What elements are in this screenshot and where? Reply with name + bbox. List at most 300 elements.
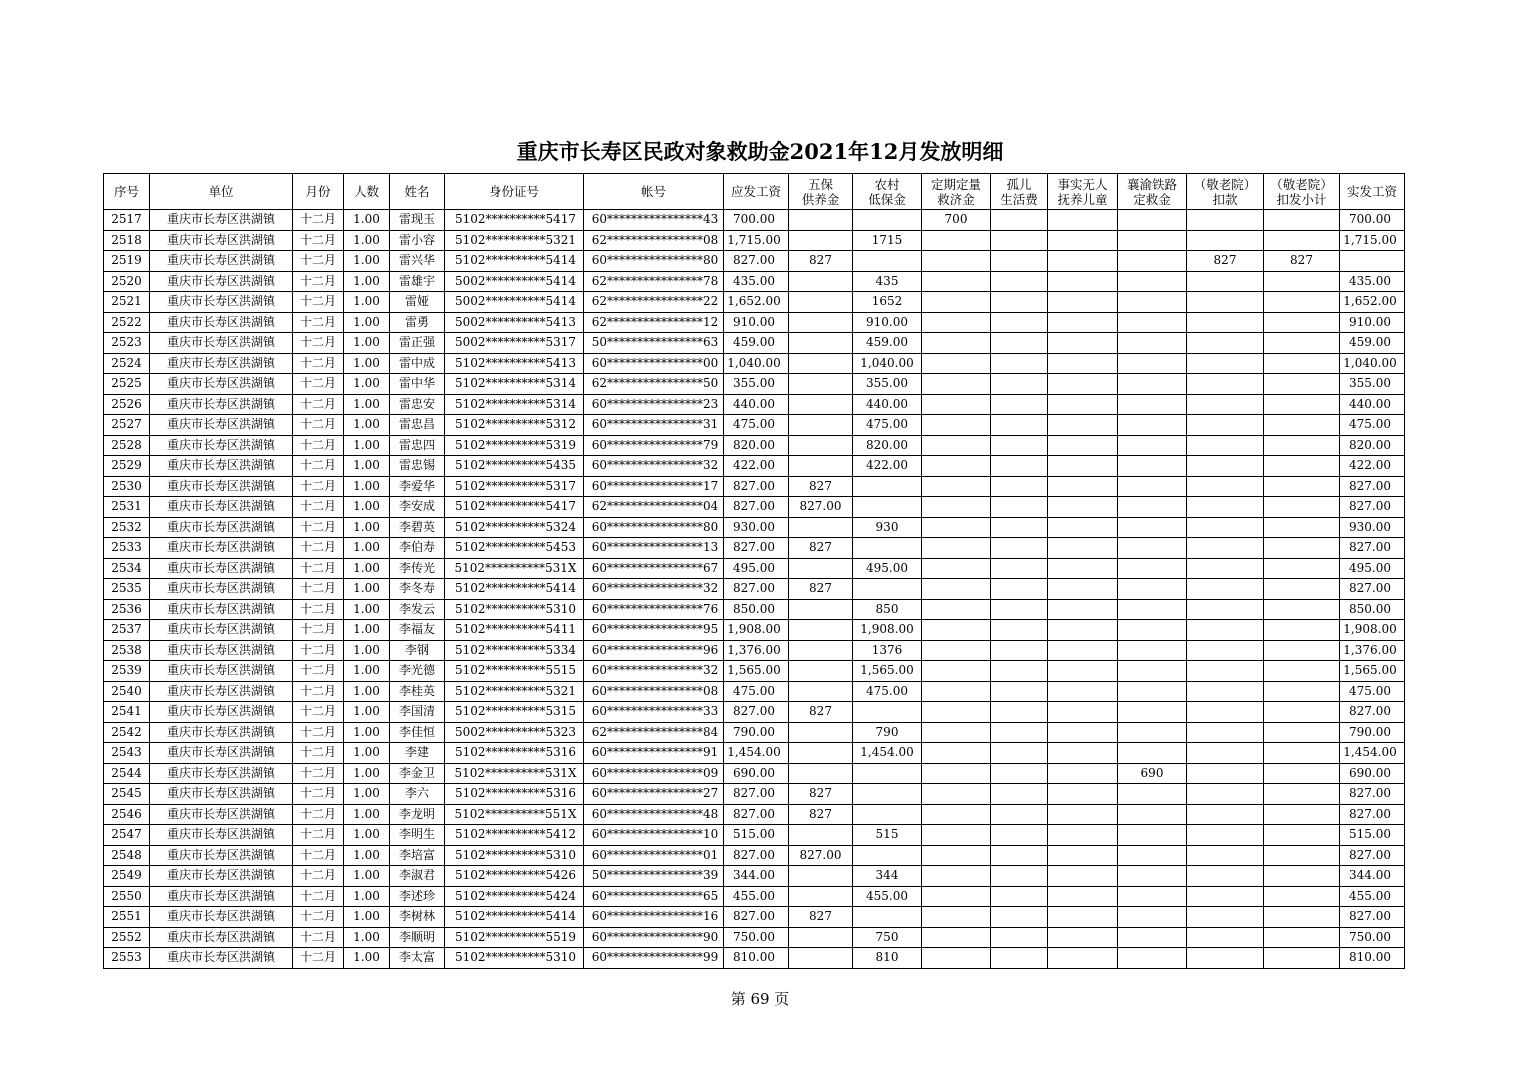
cell-month: 十二月 xyxy=(293,230,344,251)
cell-child-care xyxy=(1048,681,1118,702)
cell-account: 60****************08 xyxy=(584,681,724,702)
cell-wubao xyxy=(789,230,853,251)
cell-name: 李龙明 xyxy=(390,804,445,825)
cell-net-pay: 827.00 xyxy=(1340,702,1405,723)
cell-id-number: 5102**********5316 xyxy=(445,743,584,764)
cell-payable: 827.00 xyxy=(724,476,789,497)
cell-account: 60****************23 xyxy=(584,394,724,415)
cell-child-care xyxy=(1048,845,1118,866)
cell-id-number: 5102**********5453 xyxy=(445,538,584,559)
cell-wubao: 827 xyxy=(789,579,853,600)
cell-count: 1.00 xyxy=(344,374,390,395)
cell-deduction xyxy=(1187,558,1264,579)
cell-child-care xyxy=(1048,948,1118,969)
cell-deduction-subtotal xyxy=(1264,702,1340,723)
cell-unit: 重庆市长寿区洪湖镇 xyxy=(150,394,293,415)
cell-child-care xyxy=(1048,763,1118,784)
cell-id-number: 5102**********5414 xyxy=(445,251,584,272)
cell-count: 1.00 xyxy=(344,825,390,846)
cell-count: 1.00 xyxy=(344,456,390,477)
cell-id-number: 5102**********5417 xyxy=(445,497,584,518)
cell-name: 雷现玉 xyxy=(390,210,445,231)
cell-deduction xyxy=(1187,271,1264,292)
cell-serial: 2544 xyxy=(104,763,150,784)
cell-child-care xyxy=(1048,886,1118,907)
table-row xyxy=(104,210,1405,231)
cell-railway xyxy=(1118,374,1187,395)
cell-account: 62****************84 xyxy=(584,722,724,743)
cell-deduction-subtotal xyxy=(1264,497,1340,518)
cell-serial: 2549 xyxy=(104,866,150,887)
cell-unit: 重庆市长寿区洪湖镇 xyxy=(150,538,293,559)
cell-id-number: 5102**********5417 xyxy=(445,210,584,231)
cell-deduction xyxy=(1187,907,1264,928)
table-row xyxy=(104,374,1405,395)
cell-orphan xyxy=(991,517,1048,538)
cell-account: 60****************67 xyxy=(584,558,724,579)
cell-wubao: 827 xyxy=(789,476,853,497)
cell-id-number: 5102**********5324 xyxy=(445,517,584,538)
cell-child-care xyxy=(1048,927,1118,948)
cell-name: 李福友 xyxy=(390,620,445,641)
cell-fixed-relief xyxy=(922,743,991,764)
relief-payment-table xyxy=(103,173,1405,969)
cell-count: 1.00 xyxy=(344,210,390,231)
cell-dibao xyxy=(853,476,922,497)
cell-payable: 827.00 xyxy=(724,784,789,805)
cell-wubao xyxy=(789,394,853,415)
cell-id-number: 5102**********5316 xyxy=(445,784,584,805)
cell-child-care xyxy=(1048,599,1118,620)
cell-id-number: 5002**********5414 xyxy=(445,271,584,292)
cell-serial: 2530 xyxy=(104,476,150,497)
cell-id-number: 5102**********5312 xyxy=(445,415,584,436)
cell-serial: 2537 xyxy=(104,620,150,641)
cell-dibao: 820.00 xyxy=(853,435,922,456)
cell-net-pay: 435.00 xyxy=(1340,271,1405,292)
cell-payable: 827.00 xyxy=(724,251,789,272)
cell-deduction-subtotal xyxy=(1264,415,1340,436)
cell-month: 十二月 xyxy=(293,661,344,682)
cell-deduction xyxy=(1187,661,1264,682)
table-row xyxy=(104,804,1405,825)
cell-orphan xyxy=(991,907,1048,928)
cell-child-care xyxy=(1048,435,1118,456)
cell-deduction xyxy=(1187,230,1264,251)
cell-net-pay: 1,715.00 xyxy=(1340,230,1405,251)
cell-id-number: 5102**********5413 xyxy=(445,353,584,374)
table-row xyxy=(104,579,1405,600)
cell-child-care xyxy=(1048,251,1118,272)
cell-dibao: 1,040.00 xyxy=(853,353,922,374)
cell-unit: 重庆市长寿区洪湖镇 xyxy=(150,435,293,456)
cell-account: 62****************04 xyxy=(584,497,724,518)
cell-dibao: 930 xyxy=(853,517,922,538)
cell-deduction-subtotal xyxy=(1264,476,1340,497)
cell-wubao xyxy=(789,517,853,538)
cell-count: 1.00 xyxy=(344,394,390,415)
cell-child-care xyxy=(1048,312,1118,333)
cell-railway xyxy=(1118,640,1187,661)
cell-month: 十二月 xyxy=(293,743,344,764)
cell-net-pay: 827.00 xyxy=(1340,784,1405,805)
cell-name: 李安成 xyxy=(390,497,445,518)
cell-payable: 355.00 xyxy=(724,374,789,395)
cell-orphan xyxy=(991,456,1048,477)
cell-net-pay: 1,376.00 xyxy=(1340,640,1405,661)
table-row xyxy=(104,230,1405,251)
cell-deduction-subtotal xyxy=(1264,374,1340,395)
cell-count: 1.00 xyxy=(344,763,390,784)
cell-id-number: 5102**********5515 xyxy=(445,661,584,682)
cell-name: 李佳恒 xyxy=(390,722,445,743)
cell-dibao: 790 xyxy=(853,722,922,743)
cell-serial: 2543 xyxy=(104,743,150,764)
cell-orphan xyxy=(991,948,1048,969)
table-row xyxy=(104,948,1405,969)
cell-account: 60****************80 xyxy=(584,517,724,538)
table-row xyxy=(104,538,1405,559)
cell-name: 雷中华 xyxy=(390,374,445,395)
cell-serial: 2518 xyxy=(104,230,150,251)
cell-fixed-relief xyxy=(922,353,991,374)
cell-net-pay: 790.00 xyxy=(1340,722,1405,743)
table-row xyxy=(104,599,1405,620)
cell-wubao: 827.00 xyxy=(789,497,853,518)
cell-deduction-subtotal xyxy=(1264,640,1340,661)
cell-payable: 455.00 xyxy=(724,886,789,907)
cell-wubao xyxy=(789,312,853,333)
cell-month: 十二月 xyxy=(293,374,344,395)
table-row xyxy=(104,702,1405,723)
cell-account: 60****************99 xyxy=(584,948,724,969)
cell-payable: 827.00 xyxy=(724,702,789,723)
cell-deduction xyxy=(1187,538,1264,559)
cell-deduction-subtotal xyxy=(1264,292,1340,313)
cell-dibao: 455.00 xyxy=(853,886,922,907)
cell-net-pay: 827.00 xyxy=(1340,579,1405,600)
cell-orphan xyxy=(991,661,1048,682)
cell-payable: 1,715.00 xyxy=(724,230,789,251)
cell-child-care xyxy=(1048,271,1118,292)
cell-serial: 2522 xyxy=(104,312,150,333)
cell-name: 雷正强 xyxy=(390,333,445,354)
cell-child-care xyxy=(1048,374,1118,395)
cell-unit: 重庆市长寿区洪湖镇 xyxy=(150,681,293,702)
table-row xyxy=(104,415,1405,436)
cell-name: 李述珍 xyxy=(390,886,445,907)
cell-serial: 2546 xyxy=(104,804,150,825)
cell-fixed-relief xyxy=(922,312,991,333)
cell-month: 十二月 xyxy=(293,702,344,723)
cell-orphan xyxy=(991,722,1048,743)
cell-month: 十二月 xyxy=(293,435,344,456)
cell-railway xyxy=(1118,292,1187,313)
cell-month: 十二月 xyxy=(293,825,344,846)
cell-month: 十二月 xyxy=(293,558,344,579)
cell-name: 李太富 xyxy=(390,948,445,969)
cell-child-care xyxy=(1048,866,1118,887)
cell-child-care xyxy=(1048,353,1118,374)
cell-wubao: 827 xyxy=(789,251,853,272)
cell-wubao: 827 xyxy=(789,702,853,723)
cell-name: 李国清 xyxy=(390,702,445,723)
cell-count: 1.00 xyxy=(344,702,390,723)
cell-unit: 重庆市长寿区洪湖镇 xyxy=(150,497,293,518)
cell-count: 1.00 xyxy=(344,476,390,497)
cell-wubao xyxy=(789,825,853,846)
table-row xyxy=(104,476,1405,497)
cell-railway xyxy=(1118,620,1187,641)
cell-unit: 重庆市长寿区洪湖镇 xyxy=(150,374,293,395)
cell-name: 李六 xyxy=(390,784,445,805)
cell-count: 1.00 xyxy=(344,517,390,538)
cell-orphan xyxy=(991,476,1048,497)
cell-deduction xyxy=(1187,476,1264,497)
cell-month: 十二月 xyxy=(293,948,344,969)
cell-name: 雷忠昌 xyxy=(390,415,445,436)
cell-wubao xyxy=(789,681,853,702)
cell-unit: 重庆市长寿区洪湖镇 xyxy=(150,333,293,354)
cell-count: 1.00 xyxy=(344,538,390,559)
table-row xyxy=(104,927,1405,948)
header-month: 月份 xyxy=(293,174,344,210)
cell-child-care xyxy=(1048,210,1118,231)
cell-id-number: 5102**********5319 xyxy=(445,435,584,456)
cell-orphan xyxy=(991,804,1048,825)
cell-dibao: 1376 xyxy=(853,640,922,661)
cell-net-pay: 422.00 xyxy=(1340,456,1405,477)
table-row xyxy=(104,886,1405,907)
cell-name: 李碧英 xyxy=(390,517,445,538)
cell-railway xyxy=(1118,948,1187,969)
cell-dibao: 435 xyxy=(853,271,922,292)
cell-orphan xyxy=(991,702,1048,723)
cell-name: 李爱华 xyxy=(390,476,445,497)
cell-deduction-subtotal xyxy=(1264,435,1340,456)
cell-count: 1.00 xyxy=(344,866,390,887)
cell-railway xyxy=(1118,394,1187,415)
cell-account: 60****************48 xyxy=(584,804,724,825)
cell-count: 1.00 xyxy=(344,230,390,251)
cell-id-number: 5102**********5519 xyxy=(445,927,584,948)
cell-count: 1.00 xyxy=(344,681,390,702)
cell-count: 1.00 xyxy=(344,312,390,333)
cell-account: 60****************13 xyxy=(584,538,724,559)
table-row xyxy=(104,333,1405,354)
cell-child-care xyxy=(1048,394,1118,415)
cell-serial: 2520 xyxy=(104,271,150,292)
cell-net-pay: 827.00 xyxy=(1340,804,1405,825)
cell-fixed-relief xyxy=(922,292,991,313)
cell-deduction xyxy=(1187,517,1264,538)
cell-orphan xyxy=(991,599,1048,620)
cell-fixed-relief xyxy=(922,681,991,702)
cell-child-care xyxy=(1048,517,1118,538)
cell-dibao: 1,565.00 xyxy=(853,661,922,682)
cell-serial: 2538 xyxy=(104,640,150,661)
cell-count: 1.00 xyxy=(344,784,390,805)
cell-unit: 重庆市长寿区洪湖镇 xyxy=(150,599,293,620)
cell-orphan xyxy=(991,292,1048,313)
cell-serial: 2541 xyxy=(104,702,150,723)
cell-railway xyxy=(1118,456,1187,477)
cell-name: 李发云 xyxy=(390,599,445,620)
cell-fixed-relief xyxy=(922,948,991,969)
cell-child-care xyxy=(1048,476,1118,497)
cell-deduction-subtotal xyxy=(1264,886,1340,907)
cell-orphan xyxy=(991,394,1048,415)
cell-serial: 2524 xyxy=(104,353,150,374)
cell-serial: 2531 xyxy=(104,497,150,518)
table-row xyxy=(104,825,1405,846)
cell-count: 1.00 xyxy=(344,661,390,682)
cell-id-number: 5102**********5321 xyxy=(445,681,584,702)
cell-deduction-subtotal xyxy=(1264,907,1340,928)
cell-payable: 827.00 xyxy=(724,497,789,518)
cell-child-care xyxy=(1048,497,1118,518)
cell-payable: 475.00 xyxy=(724,415,789,436)
cell-deduction-subtotal xyxy=(1264,722,1340,743)
cell-orphan xyxy=(991,784,1048,805)
cell-unit: 重庆市长寿区洪湖镇 xyxy=(150,620,293,641)
cell-id-number: 5102**********5317 xyxy=(445,476,584,497)
page-number: 第 69 页 xyxy=(730,990,790,1008)
cell-net-pay: 827.00 xyxy=(1340,845,1405,866)
cell-account: 60****************09 xyxy=(584,763,724,784)
cell-railway xyxy=(1118,230,1187,251)
cell-deduction xyxy=(1187,948,1264,969)
cell-count: 1.00 xyxy=(344,640,390,661)
cell-dibao: 495.00 xyxy=(853,558,922,579)
cell-name: 李传光 xyxy=(390,558,445,579)
cell-fixed-relief xyxy=(922,456,991,477)
cell-serial: 2533 xyxy=(104,538,150,559)
cell-month: 十二月 xyxy=(293,907,344,928)
cell-account: 62****************78 xyxy=(584,271,724,292)
cell-serial: 2545 xyxy=(104,784,150,805)
cell-payable: 1,376.00 xyxy=(724,640,789,661)
cell-deduction xyxy=(1187,435,1264,456)
cell-orphan xyxy=(991,743,1048,764)
cell-fixed-relief xyxy=(922,251,991,272)
table-row xyxy=(104,763,1405,784)
cell-serial: 2523 xyxy=(104,333,150,354)
cell-account: 60****************65 xyxy=(584,886,724,907)
cell-payable: 750.00 xyxy=(724,927,789,948)
cell-dibao xyxy=(853,702,922,723)
cell-name: 李伯寿 xyxy=(390,538,445,559)
cell-serial: 2521 xyxy=(104,292,150,313)
cell-unit: 重庆市长寿区洪湖镇 xyxy=(150,579,293,600)
cell-fixed-relief xyxy=(922,230,991,251)
cell-name: 李淑君 xyxy=(390,866,445,887)
cell-count: 1.00 xyxy=(344,620,390,641)
cell-net-pay: 750.00 xyxy=(1340,927,1405,948)
cell-fixed-relief xyxy=(922,927,991,948)
cell-account: 62****************22 xyxy=(584,292,724,313)
cell-serial: 2525 xyxy=(104,374,150,395)
cell-count: 1.00 xyxy=(344,804,390,825)
cell-orphan xyxy=(991,210,1048,231)
cell-net-pay: 440.00 xyxy=(1340,394,1405,415)
cell-account: 60****************01 xyxy=(584,845,724,866)
header-railway: 襄渝铁路 定救金 xyxy=(1118,174,1187,210)
cell-wubao xyxy=(789,743,853,764)
cell-wubao xyxy=(789,722,853,743)
cell-deduction xyxy=(1187,394,1264,415)
table-row xyxy=(104,456,1405,477)
cell-dibao xyxy=(853,251,922,272)
cell-account: 60****************90 xyxy=(584,927,724,948)
cell-railway xyxy=(1118,538,1187,559)
cell-month: 十二月 xyxy=(293,394,344,415)
cell-orphan xyxy=(991,866,1048,887)
cell-id-number: 5102**********5310 xyxy=(445,948,584,969)
cell-payable: 515.00 xyxy=(724,825,789,846)
cell-orphan xyxy=(991,886,1048,907)
cell-name: 雷小容 xyxy=(390,230,445,251)
cell-count: 1.00 xyxy=(344,907,390,928)
cell-unit: 重庆市长寿区洪湖镇 xyxy=(150,784,293,805)
cell-orphan xyxy=(991,497,1048,518)
cell-deduction-subtotal xyxy=(1264,230,1340,251)
cell-name: 李光德 xyxy=(390,661,445,682)
cell-account: 60****************10 xyxy=(584,825,724,846)
table-row xyxy=(104,292,1405,313)
cell-id-number: 5102**********5411 xyxy=(445,620,584,641)
cell-name: 李顺明 xyxy=(390,927,445,948)
cell-deduction xyxy=(1187,353,1264,374)
cell-deduction xyxy=(1187,927,1264,948)
cell-wubao: 827 xyxy=(789,907,853,928)
cell-deduction-subtotal xyxy=(1264,579,1340,600)
cell-fixed-relief xyxy=(922,825,991,846)
cell-net-pay: 495.00 xyxy=(1340,558,1405,579)
cell-month: 十二月 xyxy=(293,292,344,313)
cell-payable: 435.00 xyxy=(724,271,789,292)
cell-name: 李培富 xyxy=(390,845,445,866)
cell-id-number: 5102**********5412 xyxy=(445,825,584,846)
cell-account: 62****************12 xyxy=(584,312,724,333)
cell-id-number: 5102**********5426 xyxy=(445,866,584,887)
cell-deduction-subtotal xyxy=(1264,271,1340,292)
cell-account: 60****************91 xyxy=(584,743,724,764)
cell-unit: 重庆市长寿区洪湖镇 xyxy=(150,907,293,928)
header-payable: 应发工资 xyxy=(724,174,789,210)
cell-month: 十二月 xyxy=(293,722,344,743)
cell-wubao xyxy=(789,353,853,374)
cell-orphan xyxy=(991,271,1048,292)
cell-child-care xyxy=(1048,579,1118,600)
cell-child-care xyxy=(1048,722,1118,743)
cell-serial: 2548 xyxy=(104,845,150,866)
cell-name: 雷勇 xyxy=(390,312,445,333)
cell-payable: 344.00 xyxy=(724,866,789,887)
header-dibao: 农村 低保金 xyxy=(853,174,922,210)
cell-unit: 重庆市长寿区洪湖镇 xyxy=(150,804,293,825)
cell-count: 1.00 xyxy=(344,579,390,600)
cell-deduction xyxy=(1187,804,1264,825)
cell-serial: 2540 xyxy=(104,681,150,702)
cell-child-care xyxy=(1048,661,1118,682)
cell-railway xyxy=(1118,784,1187,805)
cell-orphan xyxy=(991,825,1048,846)
cell-payable: 459.00 xyxy=(724,333,789,354)
header-orphan: 孤儿 生活费 xyxy=(991,174,1048,210)
cell-orphan xyxy=(991,845,1048,866)
cell-count: 1.00 xyxy=(344,948,390,969)
